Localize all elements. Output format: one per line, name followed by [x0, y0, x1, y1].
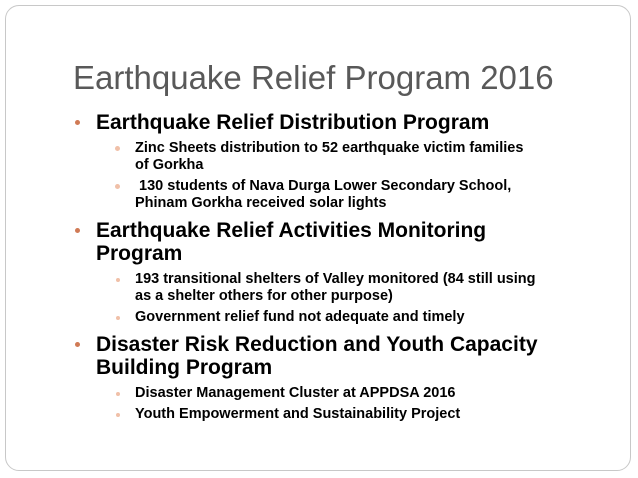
list-item-solar-lights: [72, 178, 612, 212]
bullet-dot-icon: [116, 413, 120, 417]
bullet-dot-icon: [116, 392, 120, 396]
list-item-line: Disaster Management Cluster at APPDSA 2016: [135, 385, 456, 401]
bullet-dot-icon: [75, 120, 80, 125]
slide-title: Earthquake Relief Program 2016: [73, 59, 554, 96]
list-item-transitional-shelters: [72, 271, 612, 305]
section-heading-drr-youth: [72, 333, 612, 379]
bullet-dot-icon: [115, 184, 120, 189]
list-item-youth-empowerment: [72, 406, 612, 423]
bullet-dot-icon: [75, 342, 80, 347]
section-heading-line: Earthquake Relief Activities Monitoring: [96, 219, 487, 242]
section-heading-line: Program: [96, 242, 183, 265]
bullet-dot-icon: [75, 228, 80, 233]
list-item-line: 130 students of Nava Durga Lower Secondary School,: [135, 178, 512, 194]
section-heading-distribution: [72, 111, 612, 134]
list-item-line: Zinc Sheets distribution to 52 earthquake victim families: [135, 140, 524, 156]
list-item-line: Government relief fund not adequate and timely: [135, 309, 465, 325]
list-item-disaster-cluster: [72, 385, 612, 402]
bullet-dot-icon: [115, 146, 120, 151]
section-heading-line: Disaster Risk Reduction and Youth Capacity: [96, 333, 538, 356]
section-heading-line: Earthquake Relief Distribution Program: [96, 111, 490, 134]
list-item-zinc-sheets: [72, 140, 612, 174]
list-item-government-fund: [72, 309, 612, 326]
slide-content: [72, 111, 612, 423]
list-item-line: Phinam Gorkha received solar lights: [135, 195, 387, 211]
list-item-line: of Gorkha: [135, 157, 204, 173]
slide: [5, 5, 631, 471]
bullet-dot-icon: [116, 278, 120, 282]
list-item-line: as a shelter others for other purpose): [135, 288, 393, 304]
bullet-dot-icon: [116, 316, 120, 320]
section-heading-line: Building Program: [96, 356, 273, 379]
section-heading-monitoring: [72, 219, 612, 265]
list-item-line: Youth Empowerment and Sustainability Project: [135, 406, 461, 422]
list-item-line: 193 transitional shelters of Valley monitored (84 still using: [135, 271, 536, 287]
